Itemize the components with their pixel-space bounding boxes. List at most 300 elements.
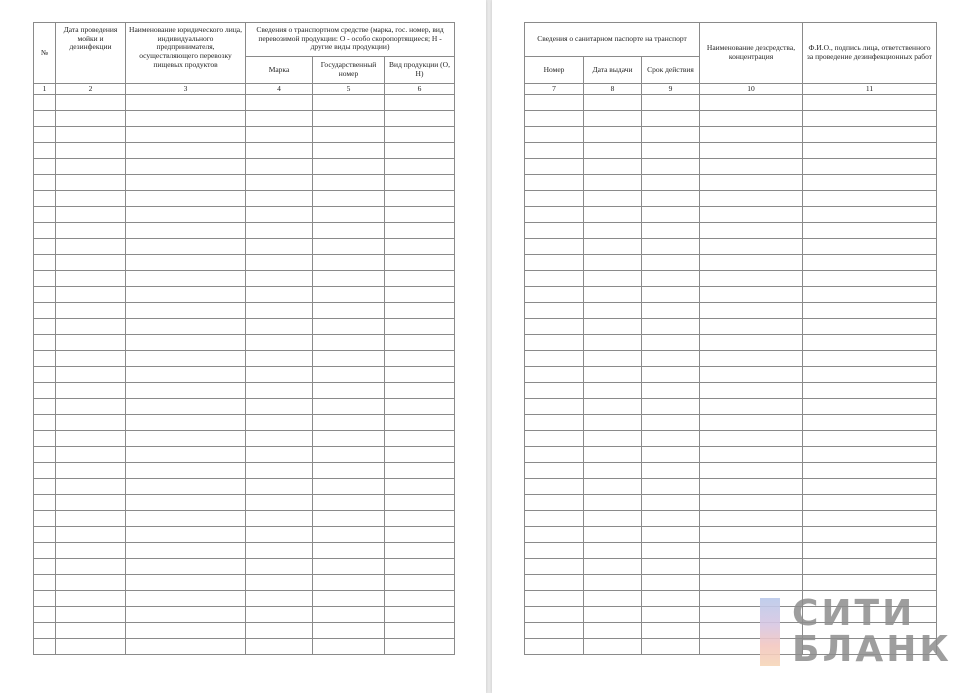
column-number: 10: [700, 84, 803, 95]
table-cell: [34, 255, 56, 271]
table-cell: [246, 335, 313, 351]
table-cell: [803, 479, 937, 495]
table-cell: [385, 527, 455, 543]
table-cell: [700, 335, 803, 351]
table-cell: [385, 431, 455, 447]
table-cell: [126, 367, 246, 383]
table-cell: [126, 415, 246, 431]
table-row: [525, 431, 937, 447]
table-cell: [584, 447, 642, 463]
table-cell: [525, 559, 584, 575]
table-cell: [584, 95, 642, 111]
table-cell: [525, 543, 584, 559]
table-cell: [584, 159, 642, 175]
table-cell: [385, 175, 455, 191]
table-cell: [803, 335, 937, 351]
header-date: Дата проведения мойки и дезинфекции: [56, 23, 126, 84]
table-cell: [34, 271, 56, 287]
table-cell: [126, 303, 246, 319]
table-row: [34, 367, 455, 383]
table-cell: [385, 495, 455, 511]
header-issue-date: Дата выдачи: [584, 57, 642, 84]
table-row: [34, 607, 455, 623]
table-row: [34, 415, 455, 431]
table-cell: [34, 527, 56, 543]
table-cell: [525, 207, 584, 223]
table-cell: [34, 495, 56, 511]
table-cell: [313, 223, 385, 239]
table-row: [525, 143, 937, 159]
table-cell: [803, 543, 937, 559]
table-cell: [803, 111, 937, 127]
table-cell: [525, 479, 584, 495]
table-row: [525, 319, 937, 335]
table-cell: [803, 191, 937, 207]
header-plate: Государственный номер: [313, 57, 385, 84]
table-cell: [126, 383, 246, 399]
table-cell: [584, 111, 642, 127]
table-cell: [56, 559, 126, 575]
table-cell: [56, 111, 126, 127]
table-cell: [313, 207, 385, 223]
table-cell: [700, 223, 803, 239]
table-cell: [525, 463, 584, 479]
table-cell: [56, 335, 126, 351]
table-cell: [313, 639, 385, 655]
table-cell: [313, 351, 385, 367]
table-cell: [525, 303, 584, 319]
table-cell: [642, 415, 700, 431]
table-row: [34, 591, 455, 607]
table-cell: [584, 335, 642, 351]
left-journal-table: [33, 22, 455, 655]
table-cell: [56, 591, 126, 607]
table-cell: [700, 543, 803, 559]
table-cell: [525, 383, 584, 399]
table-cell: [246, 607, 313, 623]
column-number: 11: [803, 84, 937, 95]
table-cell: [525, 591, 584, 607]
header-disinfectant: Наименование дезсредства, концентрация: [700, 23, 803, 84]
table-cell: [34, 607, 56, 623]
table-cell: [584, 271, 642, 287]
table-cell: [525, 111, 584, 127]
table-row: [34, 639, 455, 655]
table-row: [34, 495, 455, 511]
table-cell: [525, 527, 584, 543]
table-cell: [385, 239, 455, 255]
table-row: [525, 303, 937, 319]
table-cell: [246, 463, 313, 479]
table-cell: [385, 159, 455, 175]
table-cell: [642, 175, 700, 191]
table-cell: [313, 239, 385, 255]
table-cell: [56, 607, 126, 623]
table-row: [525, 495, 937, 511]
table-cell: [385, 639, 455, 655]
table-cell: [584, 543, 642, 559]
table-cell: [584, 415, 642, 431]
table-cell: [803, 95, 937, 111]
right-table-body: [525, 95, 937, 655]
table-cell: [56, 399, 126, 415]
brand-logo: [760, 593, 960, 670]
table-cell: [584, 383, 642, 399]
table-cell: [313, 495, 385, 511]
table-cell: [56, 207, 126, 223]
table-cell: [700, 111, 803, 127]
table-cell: [700, 255, 803, 271]
table-cell: [525, 495, 584, 511]
table-cell: [525, 143, 584, 159]
table-cell: [34, 351, 56, 367]
table-cell: [34, 175, 56, 191]
table-cell: [34, 319, 56, 335]
table-cell: [700, 367, 803, 383]
table-cell: [803, 447, 937, 463]
table-cell: [525, 575, 584, 591]
table-row: [525, 367, 937, 383]
table-cell: [126, 431, 246, 447]
table-cell: [525, 175, 584, 191]
table-cell: [56, 447, 126, 463]
table-cell: [313, 111, 385, 127]
table-cell: [246, 399, 313, 415]
table-cell: [642, 95, 700, 111]
table-cell: [34, 639, 56, 655]
table-cell: [385, 415, 455, 431]
table-cell: [642, 463, 700, 479]
table-cell: [246, 287, 313, 303]
table-row: [525, 207, 937, 223]
table-cell: [126, 111, 246, 127]
table-cell: [246, 351, 313, 367]
table-cell: [584, 463, 642, 479]
table-cell: [642, 207, 700, 223]
table-row: [525, 271, 937, 287]
table-cell: [34, 415, 56, 431]
table-cell: [56, 575, 126, 591]
table-row: [525, 527, 937, 543]
table-cell: [34, 111, 56, 127]
table-cell: [313, 447, 385, 463]
table-cell: [385, 447, 455, 463]
table-cell: [803, 367, 937, 383]
table-cell: [642, 527, 700, 543]
table-cell: [34, 335, 56, 351]
table-cell: [126, 143, 246, 159]
table-cell: [385, 479, 455, 495]
table-cell: [34, 287, 56, 303]
table-cell: [584, 319, 642, 335]
table-cell: [313, 399, 385, 415]
table-row: [525, 175, 937, 191]
table-cell: [34, 559, 56, 575]
table-cell: [642, 271, 700, 287]
table-row: [34, 447, 455, 463]
table-cell: [525, 447, 584, 463]
table-cell: [246, 511, 313, 527]
table-row: [34, 527, 455, 543]
table-cell: [584, 255, 642, 271]
table-cell: [246, 191, 313, 207]
table-cell: [584, 495, 642, 511]
table-row: [525, 415, 937, 431]
table-cell: [700, 159, 803, 175]
table-cell: [385, 559, 455, 575]
table-cell: [803, 127, 937, 143]
table-cell: [525, 239, 584, 255]
table-cell: [700, 319, 803, 335]
table-cell: [34, 303, 56, 319]
table-cell: [525, 159, 584, 175]
table-cell: [56, 255, 126, 271]
table-cell: [700, 303, 803, 319]
column-number: 9: [642, 84, 700, 95]
table-cell: [313, 95, 385, 111]
table-cell: [56, 303, 126, 319]
table-cell: [385, 207, 455, 223]
table-cell: [126, 207, 246, 223]
table-cell: [56, 367, 126, 383]
table-cell: [56, 271, 126, 287]
table-cell: [525, 271, 584, 287]
header-responsible-person: Ф.И.О., подпись лица, ответственного за проведение дезинфекционных работ: [803, 23, 937, 84]
table-cell: [56, 143, 126, 159]
table-cell: [313, 415, 385, 431]
table-cell: [385, 111, 455, 127]
table-cell: [246, 543, 313, 559]
table-cell: [385, 271, 455, 287]
table-cell: [56, 319, 126, 335]
table-cell: [385, 367, 455, 383]
right-page: [492, 0, 978, 693]
table-cell: [126, 287, 246, 303]
table-cell: [525, 623, 584, 639]
table-row: [525, 127, 937, 143]
table-cell: [803, 207, 937, 223]
column-number: 2: [56, 84, 126, 95]
table-cell: [313, 271, 385, 287]
table-cell: [246, 175, 313, 191]
table-cell: [385, 543, 455, 559]
table-cell: [34, 447, 56, 463]
table-cell: [803, 575, 937, 591]
header-vehicle-group: Сведения о транспортном средстве (марка, гос. номер, вид перевозимой продукции: О - особо скоропортящиеся; Н - другие виды продукции): [246, 23, 455, 57]
table-cell: [700, 127, 803, 143]
table-cell: [246, 559, 313, 575]
table-cell: [700, 191, 803, 207]
table-cell: [584, 191, 642, 207]
table-cell: [642, 127, 700, 143]
table-cell: [525, 511, 584, 527]
table-row: [34, 223, 455, 239]
table-cell: [313, 511, 385, 527]
table-cell: [385, 143, 455, 159]
table-cell: [313, 591, 385, 607]
table-cell: [642, 559, 700, 575]
table-cell: [56, 623, 126, 639]
table-cell: [56, 639, 126, 655]
table-cell: [584, 559, 642, 575]
table-cell: [246, 239, 313, 255]
table-row: [34, 351, 455, 367]
table-cell: [126, 271, 246, 287]
table-row: [34, 575, 455, 591]
table-cell: [525, 415, 584, 431]
table-cell: [313, 255, 385, 271]
table-cell: [385, 255, 455, 271]
table-cell: [126, 95, 246, 111]
table-cell: [126, 639, 246, 655]
table-cell: [246, 319, 313, 335]
table-row: [525, 159, 937, 175]
table-cell: [126, 463, 246, 479]
table-cell: [700, 287, 803, 303]
table-row: [525, 95, 937, 111]
table-cell: [642, 159, 700, 175]
table-cell: [525, 127, 584, 143]
header-product-type: Вид продукции (О, Н): [385, 57, 455, 84]
table-cell: [313, 175, 385, 191]
logo-text-line2: БЛАНК: [792, 629, 952, 670]
left-page: [0, 0, 486, 693]
table-cell: [803, 239, 937, 255]
table-cell: [246, 255, 313, 271]
table-cell: [803, 351, 937, 367]
table-cell: [34, 479, 56, 495]
table-cell: [642, 111, 700, 127]
table-row: [34, 559, 455, 575]
table-cell: [642, 511, 700, 527]
table-cell: [642, 575, 700, 591]
table-cell: [246, 383, 313, 399]
table-cell: [803, 399, 937, 415]
table-cell: [803, 223, 937, 239]
table-cell: [56, 511, 126, 527]
table-cell: [700, 239, 803, 255]
table-cell: [126, 127, 246, 143]
table-cell: [700, 495, 803, 511]
table-cell: [126, 495, 246, 511]
table-cell: [385, 223, 455, 239]
table-cell: [56, 415, 126, 431]
table-cell: [803, 255, 937, 271]
table-cell: [313, 559, 385, 575]
table-cell: [126, 399, 246, 415]
table-cell: [246, 527, 313, 543]
table-cell: [525, 639, 584, 655]
table-row: [525, 287, 937, 303]
table-cell: [642, 399, 700, 415]
table-cell: [246, 495, 313, 511]
table-row: [34, 319, 455, 335]
table-cell: [56, 287, 126, 303]
table-cell: [525, 191, 584, 207]
table-cell: [385, 95, 455, 111]
table-row: [34, 127, 455, 143]
table-cell: [126, 479, 246, 495]
table-cell: [246, 431, 313, 447]
table-cell: [126, 607, 246, 623]
table-cell: [56, 495, 126, 511]
table-cell: [313, 527, 385, 543]
table-cell: [700, 559, 803, 575]
table-cell: [126, 575, 246, 591]
table-cell: [385, 399, 455, 415]
table-row: [525, 255, 937, 271]
table-cell: [34, 399, 56, 415]
table-cell: [700, 351, 803, 367]
table-cell: [246, 415, 313, 431]
table-cell: [56, 527, 126, 543]
table-cell: [803, 287, 937, 303]
table-cell: [642, 639, 700, 655]
table-cell: [313, 575, 385, 591]
table-cell: [700, 431, 803, 447]
table-cell: [34, 623, 56, 639]
table-cell: [584, 207, 642, 223]
table-cell: [385, 575, 455, 591]
table-cell: [34, 575, 56, 591]
header-carrier: Наименование юридического лица, индивидуального предпринимателя, осуществляющего перевозку пищевых продуктов: [126, 23, 246, 84]
table-cell: [56, 239, 126, 255]
table-cell: [385, 191, 455, 207]
table-row: [34, 111, 455, 127]
table-cell: [313, 127, 385, 143]
table-cell: [525, 431, 584, 447]
table-cell: [126, 511, 246, 527]
column-number: 7: [525, 84, 584, 95]
table-row: [525, 559, 937, 575]
table-cell: [642, 223, 700, 239]
table-cell: [584, 239, 642, 255]
left-table-body: [34, 95, 455, 655]
table-cell: [246, 223, 313, 239]
table-cell: [385, 335, 455, 351]
table-cell: [584, 479, 642, 495]
table-row: [34, 191, 455, 207]
table-row: [34, 543, 455, 559]
table-row: [34, 303, 455, 319]
table-cell: [246, 159, 313, 175]
table-row: [34, 431, 455, 447]
table-cell: [126, 559, 246, 575]
table-cell: [642, 591, 700, 607]
table-cell: [126, 447, 246, 463]
table-cell: [803, 143, 937, 159]
table-cell: [642, 143, 700, 159]
table-row: [525, 463, 937, 479]
logo-gradient-bar: [760, 598, 780, 666]
table-cell: [246, 575, 313, 591]
table-cell: [313, 303, 385, 319]
table-cell: [584, 511, 642, 527]
table-cell: [385, 319, 455, 335]
table-cell: [313, 543, 385, 559]
table-cell: [642, 191, 700, 207]
table-cell: [313, 335, 385, 351]
table-cell: [525, 223, 584, 239]
table-cell: [584, 223, 642, 239]
table-cell: [246, 447, 313, 463]
table-row: [525, 351, 937, 367]
table-cell: [126, 335, 246, 351]
table-cell: [584, 143, 642, 159]
table-row: [525, 383, 937, 399]
table-cell: [525, 95, 584, 111]
table-row: [34, 511, 455, 527]
